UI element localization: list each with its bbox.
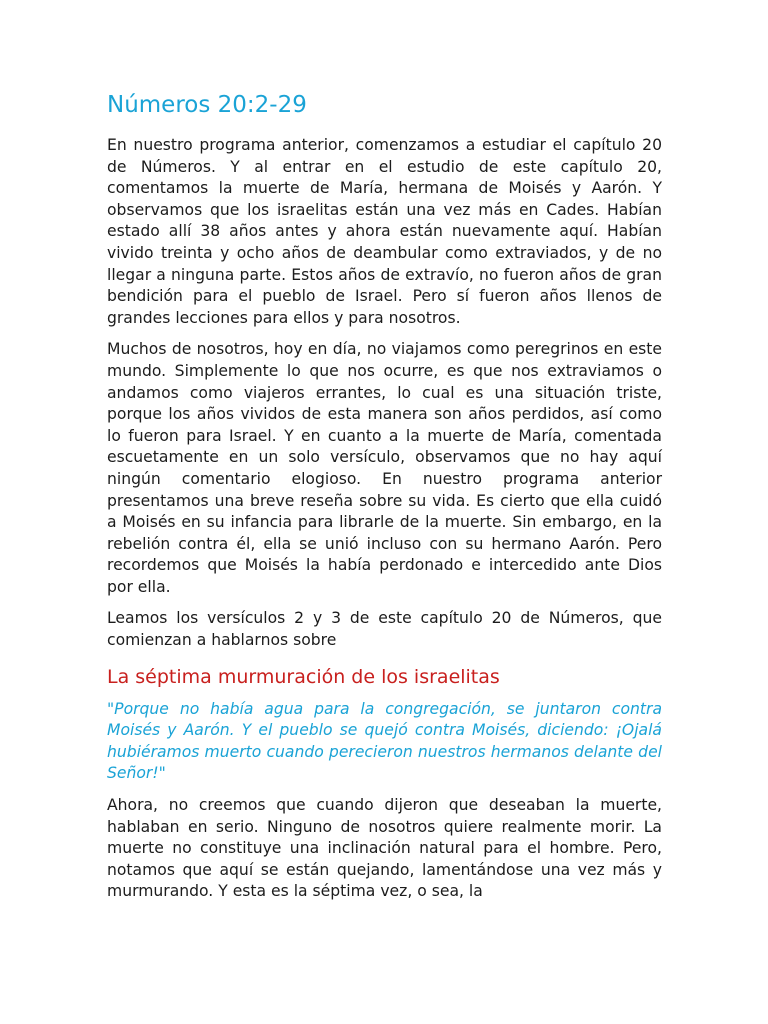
paragraph-verses-lead: Leamos los versículos 2 y 3 de este capítulo 20 de Números, que comienzan a hablarnos sobre (107, 609, 662, 650)
paragraph-intro: En nuestro programa anterior, comenzamos a estudiar el capítulo 20 de Números. Y al entrar en el estudio de este capítulo 20, comentamos la muerte de María, hermana de Moisés y Aarón. Y observamos que los israelitas están una vez más en Cades. Habían estado allí 38 años antes y ahora están nuevamente aquí. Habían vivido treinta y ocho años de deambular como extraviados, y de no llegar a ninguna parte. Estos años de extravío, no fueron años de gran bendición para el pueblo de Israel. Pero sí fueron años llenos de grandes lecciones para ellos y para nosotros. (107, 136, 662, 327)
paragraph-pilgrims: Muchos de nosotros, hoy en día, no viajamos como peregrinos en este mundo. Simplemente lo que nos ocurre, es que nos extraviamos o andamos como viajeros errantes, lo cual es una situación triste, porque los años vividos de esta manera son años perdidos, así como lo fueron para Israel. Y en cuanto a la muerte de María, comentada escuetamente en un solo versículo, observamos que no hay aquí ningún comentario elogioso. En nuestro programa anterior presentamos una breve reseña sobre su vida. Es cierto que ella cuidó a Moisés en su infancia para librarle de la muerte. Sin embargo, en la rebelión contra él, ella se unió incluso con su hermano Aarón. Pero recordemos que Moisés la había perdonado e intercedido ante Dios por ella. (107, 340, 662, 596)
scripture-quote: "Porque no había agua para la congregación, se juntaron contra Moisés y Aarón. Y el pueblo se quejó contra Moisés, diciendo: ¡Ojalá hubiéramos muerto cuando perecieron nuestros hermanos delante del Señor!" (107, 699, 662, 783)
section-heading: La séptima murmuración de los israelitas (107, 665, 500, 688)
page-title: Números 20:2-29 (107, 92, 307, 118)
paragraph-closing: Ahora, no creemos que cuando dijeron que deseaban la muerte, hablaban en serio. Ninguno de nosotros quiere realmente morir. La muerte no constituye una inclinación natural para el hombre. Pero, notamos que aquí se están quejando, lamentándose una vez más y murmurando. Y esta es la séptima vez, o sea, la (107, 796, 662, 901)
